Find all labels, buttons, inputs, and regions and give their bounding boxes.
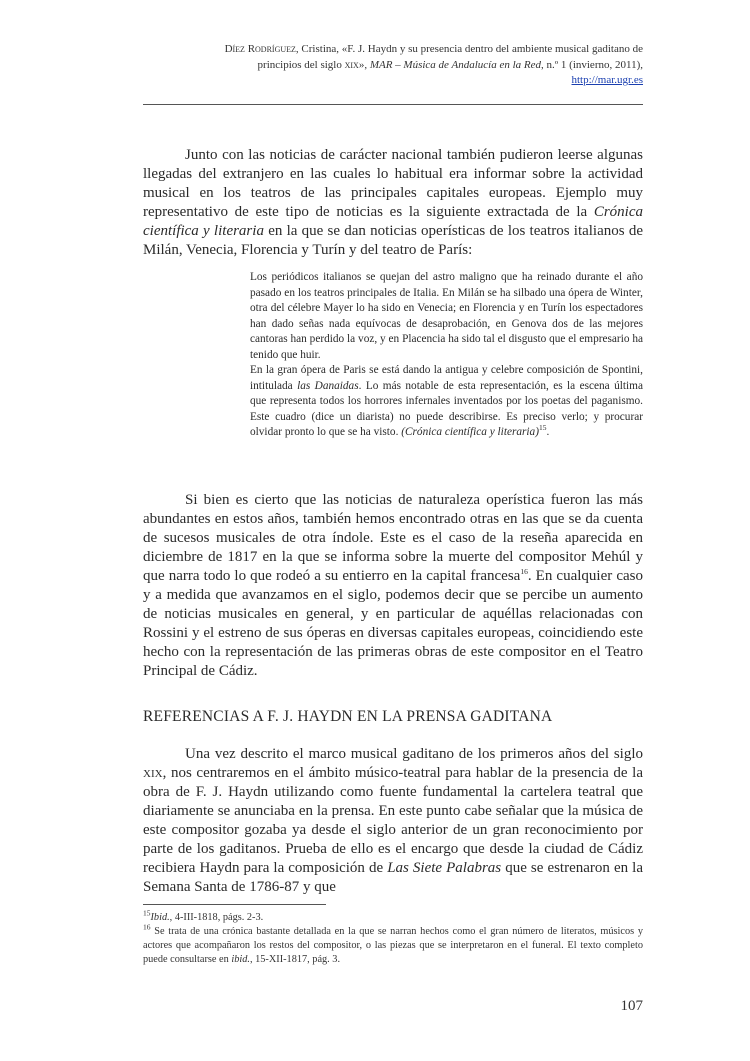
header-author: Díez Rodríguez bbox=[224, 43, 296, 55]
section-heading: REFERENCIAS A F. J. HAYDN EN LA PRENSA GADITANA bbox=[143, 708, 553, 725]
footnote-16: $^{16}$ Se trata de una crónica bastante detallada en la que se narran hechos como el gran número de literatos, músicos y actores que acompañaron los restos del compositor, o las piezas que se interpretaron en el funeral. El texto completo puede consultarse en ibid., 15-XII-1817, pág. 3. bbox=[143, 922, 643, 965]
quote-paragraph-2: En la gran ópera de Paris se está dando la antigua y celebre composición de Spontini, intitulada las Danaidas. Lo más notable de esta representación, es la escena última que representa todos los horrores infernales inventados por los poetas del paganismo. Este cuadro (dice un diarista) no puede describirse. Es preciso verlo; y procurar olvidar pronto lo que se ha visto. (Crónica científica y literaria)$^{15}$. bbox=[250, 364, 643, 438]
header-divider bbox=[143, 104, 643, 105]
footnote-ref-15[interactable]: 15 bbox=[538, 423, 547, 433]
page-number: 107 bbox=[620, 998, 643, 1014]
journal-title: MAR – Música de Andalucía en la Red bbox=[369, 58, 541, 71]
paragraph-3: Una vez descrito el marco musical gaditano de los primeros años del siglo xix, nos centraremos en el ámbito músico-teatral para hablar de la presencia de la obra de F. J. Haydn utilizando como fuente fundamental la cartelera teatral que diariamente se anunciaba en la prensa. En este punto cabe señalar que la música de este compositor gozaba ya desde el siglo anterior de un gran reconocimiento por parte de los gaditanos. Prueba de ello es el encargo que desde la ciudad de Cádiz recibiera Haydn para la composición de Las Siete Palabras que se estrenaron en la Semana Santa de 1786-87 y que bbox=[143, 746, 643, 895]
footnote-ref-16[interactable]: 16 bbox=[520, 567, 528, 576]
header-line-2: principios del siglo xix», MAR – Música de Andalucía en la Red, n.º 1 (invierno, 2011), bbox=[257, 58, 643, 71]
block-quote bbox=[250, 270, 643, 441]
running-header bbox=[123, 42, 643, 89]
quote-paragraph-1: Los periódicos italianos se quejan del astro maligno que ha reinado durante el año pasado en los teatros principales de Italia. En Milán se ha silbado una ópera de Winter, otra del célebre Mayer lo ha sido en Venecia; en Florencia y en Turín los espectadores han dado señas nada equívocas de desaprobación, en Genova dos de las mejores cantoras han perdido la voz, y en Placencia ha sido tal el disgusto que el empresario ha tenido que huir. bbox=[250, 271, 643, 361]
paragraph-1: Junto con las noticias de carácter nacional también pudieron leerse algunas llegadas del extranjero en las cuales lo habitual era informar sobre la actividad musical en los teatros de las principales capitales europeas. Ejemplo muy representativo de este tipo de noticias es la siguiente extractada de la Crónica científica y literaria en la que se dan noticias operísticas de los teatros italianos de Milán, Venecia, Florencia y Turín y del teatro de París: bbox=[143, 147, 643, 258]
footnote-divider bbox=[143, 904, 326, 905]
quote-source: (Crónica científica y literaria) bbox=[401, 426, 539, 438]
header-line-1: Díez Rodríguez, Cristina, «F. J. Haydn y su presencia dentro del ambiente musical gaditano de bbox=[224, 43, 643, 55]
paragraph-2: Si bien es cierto que las noticias de naturaleza operística fueron las más abundantes en estos años, también hemos encontrado otras en las que se da cuenta de sucesos musicales de otra índole. Este es el caso de la reseña aparecida en diciembre de 1817 en la que se informa sobre la muerte del compositor Mehúl y que narra todo lo que rodeó a su entierro en la capital francesa$^{16}$. En cualquier caso y a medida que avanzamos en el siglo, podemos decir que se percibe un aumento de noticias musicales en general, y en particular de aquéllas relacionadas con Rossini y el estreno de sus óperas en diversas capitales europeas, coincidiendo este hecho con la representación de las primeras obras de este compositor en el Teatro Principal de Cádiz. bbox=[143, 492, 643, 679]
footnote-15: $^{15}$Ibid., 4-III-1818, págs. 2-3. bbox=[143, 908, 264, 923]
footnotes bbox=[143, 908, 643, 967]
journal-link[interactable]: http://mar.ugr.es bbox=[571, 74, 643, 86]
